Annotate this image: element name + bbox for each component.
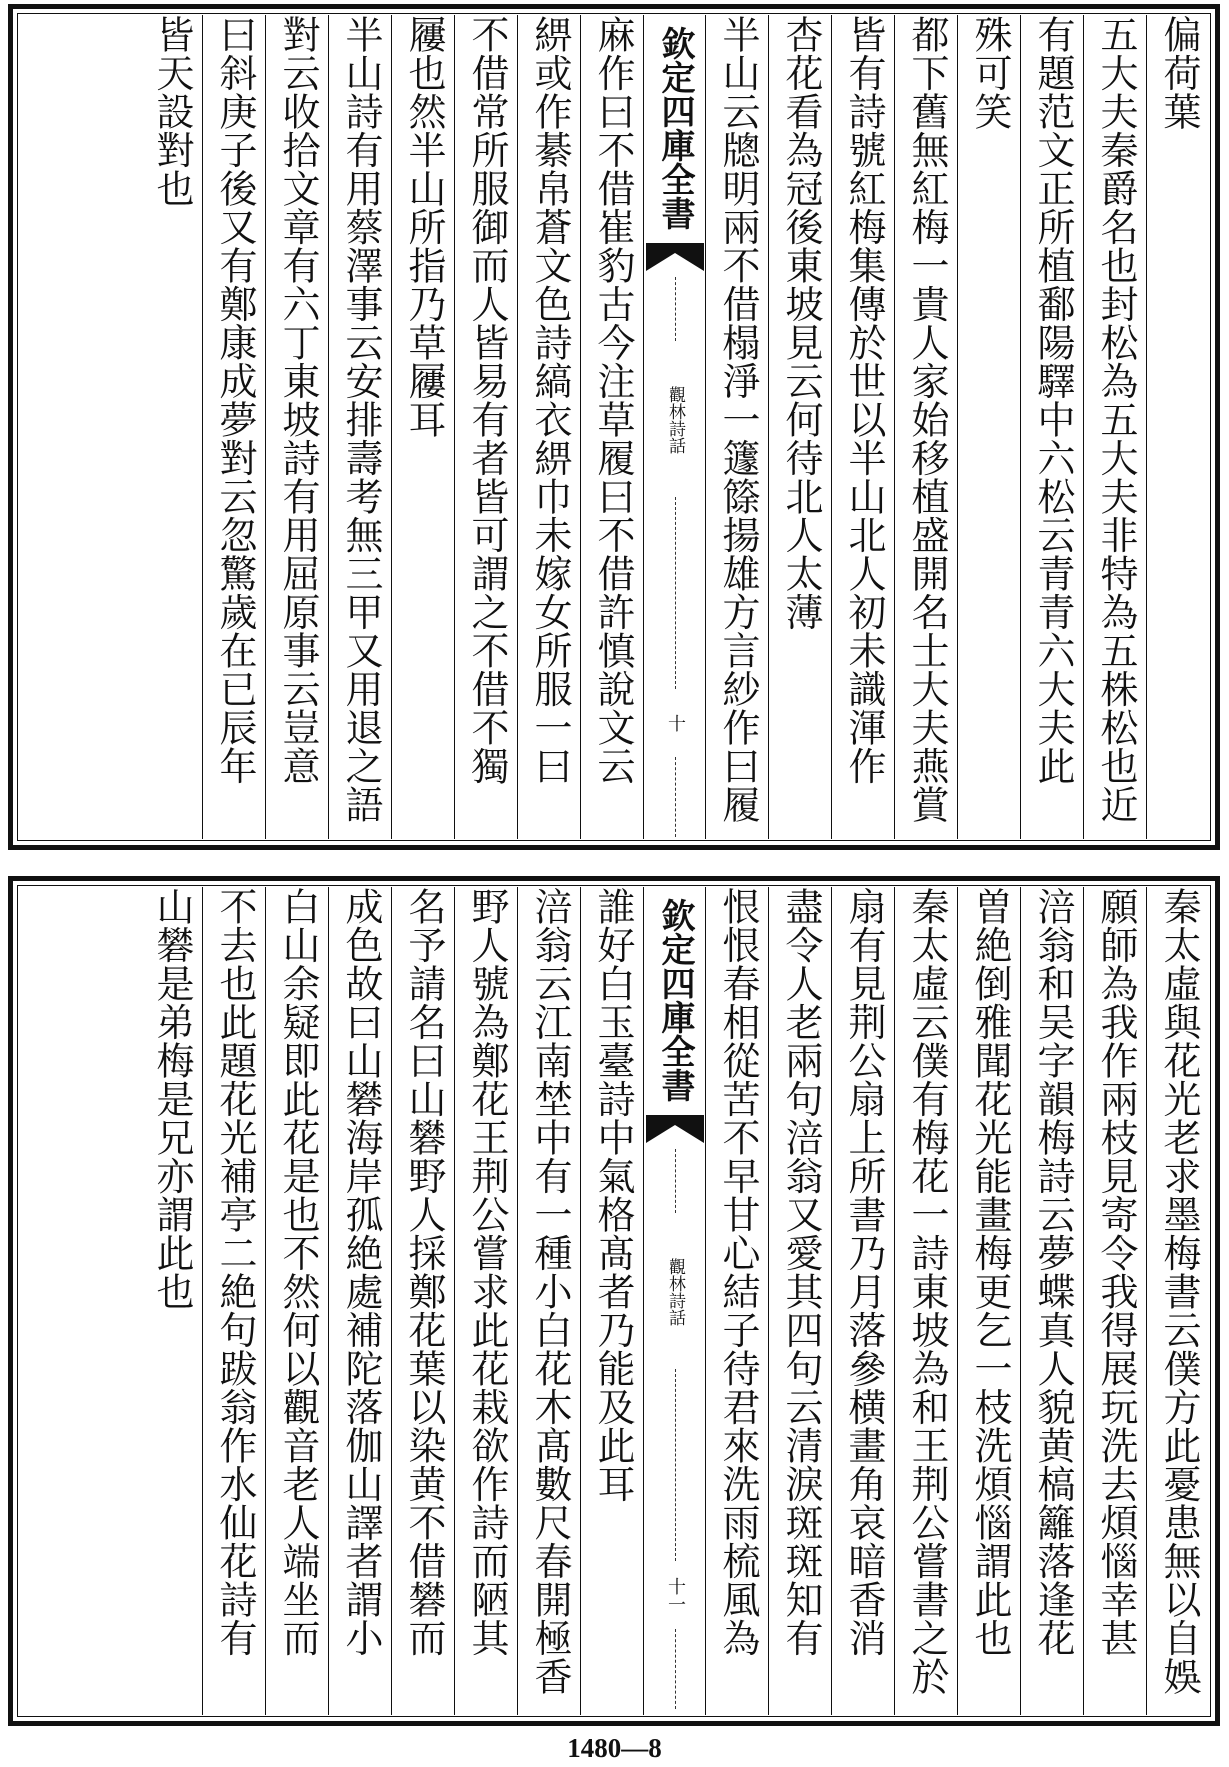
- column-text: 不借常所服御而人皆易有者皆可謂之不借不獨: [465, 15, 509, 785]
- text-column: [957, 887, 1020, 1715]
- column-text: 曰斜庚子後又有鄭康成夢對云忽驚歲在已辰年: [213, 15, 257, 785]
- text-column: [831, 15, 894, 839]
- text-column: [1146, 887, 1209, 1715]
- gutter-dash: [675, 277, 676, 341]
- column-text: 扇有見荆公扇上所書乃月落參横畫角哀暗香消: [842, 887, 886, 1657]
- column-text: 半山詩有用蔡澤事云安排壽考無三甲又用退之語: [339, 15, 383, 824]
- column-text: 麻作曰不借崔豹古今注草履曰不借許慎說文云: [591, 15, 635, 785]
- gutter-dash: [675, 1369, 676, 1561]
- text-column: [894, 887, 957, 1715]
- column-text: 杏花看為冠後東坡見云何待北人太薄: [779, 15, 823, 631]
- column-text: 都下舊無紅梅一貴人家始移植盛開名士大夫燕賞: [905, 15, 949, 824]
- column-text: 不去也此題花光補亭二絶句跋翁作水仙花詩有: [213, 887, 257, 1657]
- text-column: [141, 15, 202, 839]
- text-column: [265, 15, 328, 839]
- book-subtitle: 觀林詩話: [665, 1258, 685, 1326]
- bottom-columns: [19, 887, 1209, 1715]
- text-column: [768, 887, 831, 1715]
- text-column: [1146, 15, 1209, 839]
- column-text: 偏荷葉: [1157, 15, 1201, 131]
- column-text: 綥或作綦帛蒼文色詩縞衣綥巾未嫁女所服一曰: [528, 15, 572, 785]
- text-column: [1083, 887, 1146, 1715]
- column-text: 半山云牕明兩不借榻淨一籧篨揚雄方言紗作曰履: [716, 15, 760, 824]
- column-text: 成色故曰山礬海岸孤絶處補陀落伽山譯者謂小: [339, 887, 383, 1657]
- text-column: [580, 887, 643, 1715]
- column-text: 秦太虛與花光老求墨梅書云僕方此憂患無以自娛: [1157, 887, 1201, 1696]
- book-title: 欽定四庫全書: [655, 25, 695, 230]
- text-column: [768, 15, 831, 839]
- text-column: [328, 15, 391, 839]
- column-text: 白山余疑即此花是也不然何以觀音老人端坐而: [276, 887, 320, 1657]
- gutter-dash: [675, 497, 676, 689]
- text-column: [141, 887, 202, 1715]
- top-columns: [19, 15, 1209, 839]
- text-column: [705, 15, 768, 839]
- text-column: [454, 887, 517, 1715]
- fish-tail-mark-icon: [646, 1115, 704, 1143]
- gutter-dash: [675, 757, 676, 837]
- column-text: 願師為我作兩枝見寄令我得展玩洗去煩惱幸甚: [1094, 887, 1138, 1657]
- text-column: [391, 887, 454, 1715]
- column-text: 對云收拾文章有六丁東坡詩有用屈原事云豈意: [276, 15, 320, 785]
- column-text: 涪翁和吴字韻梅詩云夢蝶真人貌黄槁籬落逢花: [1031, 887, 1075, 1657]
- column-text: 五大夫秦爵名也封松為五大夫非特為五株松也近: [1094, 15, 1138, 824]
- column-text: 曽絶倒雅聞花光能畫梅更乞一枝洗煩惱謂此也: [968, 887, 1012, 1657]
- text-column: [517, 15, 580, 839]
- text-column: [831, 887, 894, 1715]
- text-column: [957, 15, 1020, 839]
- column-text: 皆有詩號紅梅集傳於世以半山北人初未識渾作: [842, 15, 886, 785]
- text-column: [580, 15, 643, 839]
- gutter-dash: [675, 1149, 676, 1213]
- column-text: 名予請名曰山礬野人採鄭花葉以染黄不借礬而: [402, 887, 446, 1657]
- column-text: 盡令人老兩句涪翁又愛其四句云清淚斑斑知有: [779, 887, 823, 1657]
- column-text: 恨恨春相從苦不早甘心結子待君來洗雨梳風為: [716, 887, 760, 1657]
- text-column: [202, 15, 265, 839]
- book-subtitle: 觀林詩話: [665, 386, 685, 454]
- column-text: 山礬是弟梅是兄亦謂此也: [150, 887, 194, 1311]
- column-text: 殊可笑: [968, 15, 1012, 131]
- column-text: 皆天設對也: [150, 15, 194, 208]
- text-column: [265, 887, 328, 1715]
- text-column: [1020, 15, 1083, 839]
- column-text: 屨也然半山所指乃草屨耳: [402, 15, 446, 439]
- text-column: [391, 15, 454, 839]
- column-text: 秦太虛云僕有梅花一詩東坡為和王荆公嘗書之於: [905, 887, 949, 1696]
- page-number: 十一: [665, 1577, 686, 1613]
- gutter-dash: [675, 1629, 676, 1709]
- text-column: [517, 887, 580, 1715]
- text-column: [705, 887, 768, 1715]
- center-gutter: [643, 887, 705, 1715]
- column-text: 有題范文正所植鄱陽驛中六松云青青六大夫此: [1031, 15, 1075, 785]
- column-text: 涪翁云江南埜中有一種小白花木髙數尺春開極香: [528, 887, 572, 1696]
- fish-tail-mark-icon: [646, 243, 704, 271]
- text-column: [454, 15, 517, 839]
- center-gutter: [643, 15, 705, 839]
- text-column: [328, 887, 391, 1715]
- page-number: 十: [665, 714, 686, 732]
- text-column: [894, 15, 957, 839]
- text-column: [1020, 887, 1083, 1715]
- text-column: [202, 887, 265, 1715]
- column-text: 野人號為鄭花王荆公嘗求此花栽欲作詩而陋其: [465, 887, 509, 1657]
- page-id-footer: 1480—8: [567, 1733, 662, 1763]
- top-page: [8, 4, 1220, 850]
- text-column: [1083, 15, 1146, 839]
- column-text: 誰好白玉臺詩中氣格髙者乃能及此耳: [591, 887, 635, 1503]
- bottom-page: [8, 876, 1220, 1726]
- book-title: 欽定四庫全書: [655, 897, 695, 1102]
